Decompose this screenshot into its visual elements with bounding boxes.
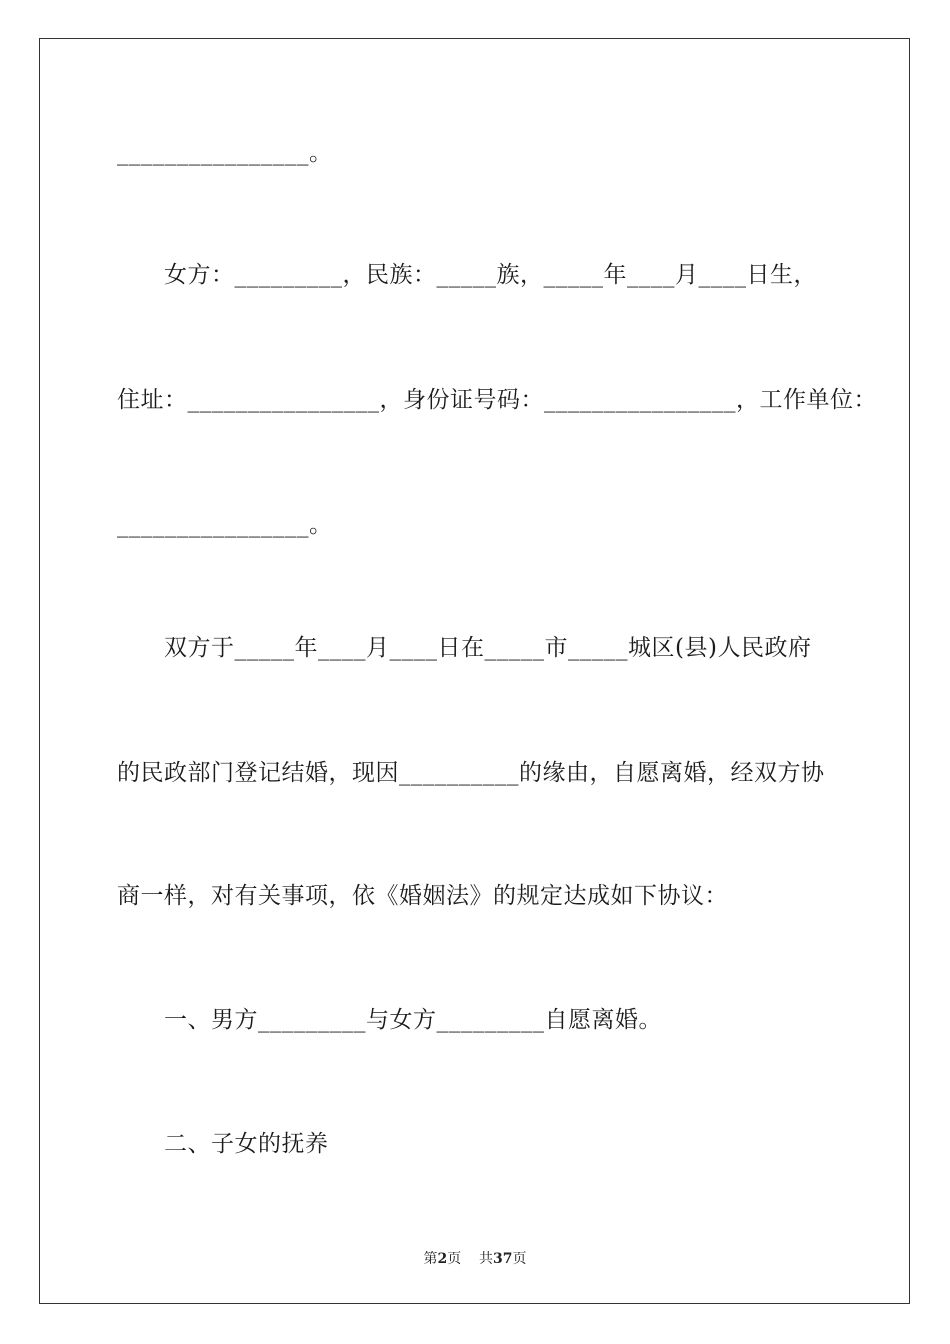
page-frame xyxy=(39,38,910,1304)
text-line-marriage-registration: 双方于_____年____月____日在_____市_____城区(县)人民政府 xyxy=(164,635,812,661)
page-footer xyxy=(0,1248,950,1268)
footer-page-suffix: 页 xyxy=(447,1251,462,1267)
text-line-blank-end-1: ________________。 xyxy=(117,140,333,166)
footer-page-number: 2 xyxy=(437,1251,448,1267)
footer-page-prefix: 第 xyxy=(423,1251,438,1267)
text-line-blank-end-2: ________________。 xyxy=(117,512,333,538)
text-line-clause-one: 一、男方_________与女方_________自愿离婚。 xyxy=(164,1007,662,1033)
footer-total-prefix: 共 xyxy=(479,1251,494,1267)
text-line-female-info: 女方：_________，民族：_____族，_____年____月____日生， xyxy=(164,262,817,288)
footer-total-suffix: 页 xyxy=(512,1251,527,1267)
text-line-address-id: 住址：________________，身份证号码：________________，工作单位： xyxy=(117,387,877,413)
footer-total-pages: 37 xyxy=(493,1251,513,1267)
text-line-agreement-intro: 商一样，对有关事项，依《婚姻法》的规定达成如下协议： xyxy=(117,883,728,909)
text-line-divorce-reason: 的民政部门登记结婚，现因__________的缘由，自愿离婚，经双方协 xyxy=(117,760,825,786)
text-line-clause-two-heading: 二、子女的抚养 xyxy=(164,1131,329,1157)
